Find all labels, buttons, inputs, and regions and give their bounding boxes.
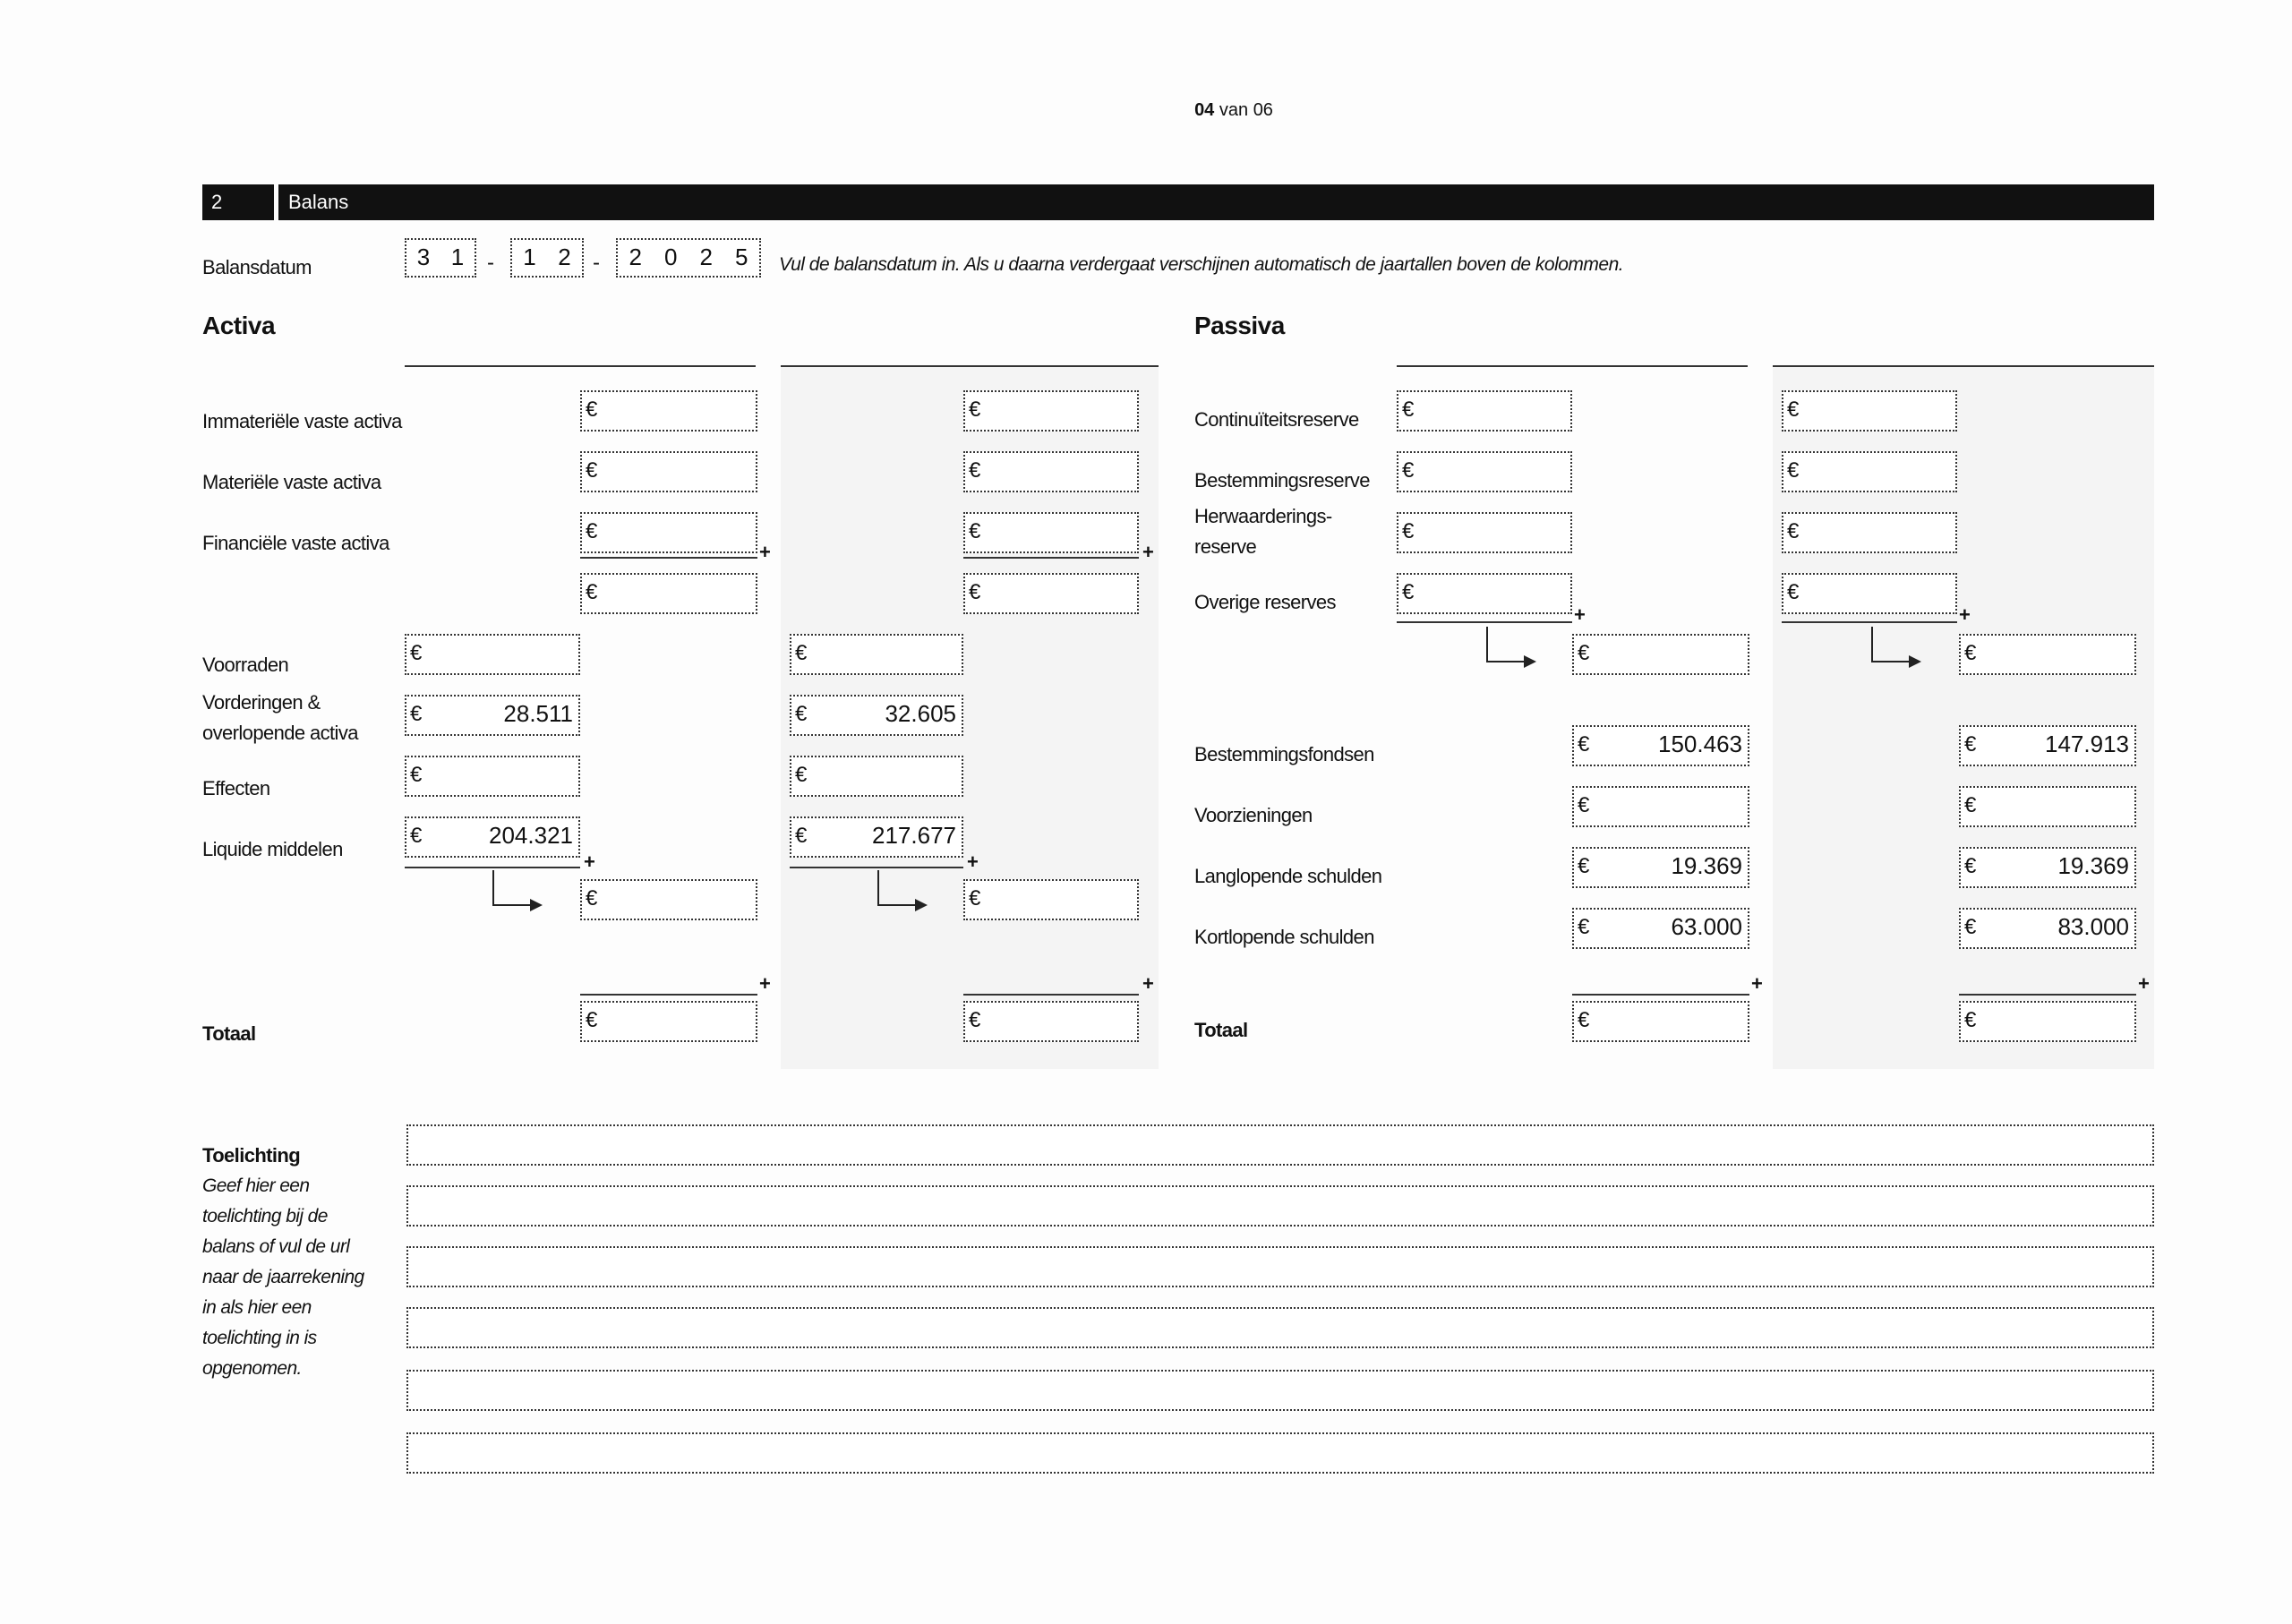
passiva-col1-voorzieningen-input[interactable] <box>1572 786 1749 827</box>
passiva-col2-bestemmingsreserve-input[interactable] <box>1782 451 1957 492</box>
euro-sign: € <box>1578 1008 1590 1032</box>
date-day-input[interactable] <box>405 238 476 278</box>
plus-sign: + <box>1142 541 1154 563</box>
activa-col2-vaste-subtotal <box>963 573 1139 614</box>
euro-sign: € <box>1402 458 1415 483</box>
label-activa-totaal: Totaal <box>202 1022 256 1045</box>
passiva-col2-langlopend-value: 19.369 <box>2057 852 2129 879</box>
euro-sign: € <box>1402 580 1415 604</box>
passiva-col1-reserves-subtotal <box>1572 634 1749 675</box>
activa-col2-financieel-input[interactable] <box>963 512 1139 553</box>
label-bestemmingsfondsen: Bestemmingsfondsen <box>1194 743 1374 765</box>
passiva-col2-kortlopend-input[interactable] <box>1959 908 2136 949</box>
passiva-col1-herwaardering-input[interactable] <box>1397 512 1572 553</box>
label-overige: Overige reserves <box>1194 591 1336 613</box>
activa-col1-total-line <box>580 994 757 996</box>
toelichting-input-line-3[interactable] <box>406 1246 2154 1287</box>
toelichting-line: naar de jaarrekening <box>202 1267 364 1287</box>
toelichting-input-line-4[interactable] <box>406 1307 2154 1348</box>
toelichting-input-line-6[interactable] <box>406 1432 2154 1474</box>
label-herwaardering-1: Herwaarderings- <box>1194 505 1332 527</box>
label-voorzieningen: Voorzieningen <box>1194 804 1313 826</box>
passiva-col1-bestemmingsfondsen-value: 150.463 <box>1658 731 1742 757</box>
activa-col2-vaste-sum-line <box>963 557 1139 559</box>
arrow-right-icon <box>877 870 915 906</box>
activa-col1-immaterieel-input[interactable] <box>580 390 757 432</box>
activa-col1-vlottend-sum-line <box>405 867 580 868</box>
euro-sign: € <box>1578 793 1590 817</box>
passiva-col1-totaal <box>1572 1001 1749 1042</box>
plus-sign: + <box>584 850 595 873</box>
plus-sign: + <box>2138 972 2150 995</box>
date-month-digit-1: 1 <box>523 244 536 270</box>
toelichting-input-line-1[interactable] <box>406 1124 2154 1166</box>
label-financieel: Financiële vaste activa <box>202 532 389 554</box>
plus-sign: + <box>1751 972 1763 995</box>
euro-sign: € <box>1402 397 1415 422</box>
activa-col1-financieel-input[interactable] <box>580 512 757 553</box>
euro-sign: € <box>410 641 423 665</box>
date-separator: - <box>487 251 494 275</box>
euro-sign: € <box>586 397 598 422</box>
passiva-col2-langlopend-input[interactable] <box>1959 847 2136 888</box>
activa-col1-totaal <box>580 1001 757 1042</box>
euro-sign: € <box>969 886 981 910</box>
passiva-col1-continuiteit-input[interactable] <box>1397 390 1572 432</box>
activa-col2-vorderingen-value: 32.605 <box>885 700 956 727</box>
activa-col2-materieel-input[interactable] <box>963 451 1139 492</box>
label-liquide: Liquide middelen <box>202 838 343 860</box>
plus-sign: + <box>1959 603 1971 626</box>
plus-sign: + <box>1574 603 1586 626</box>
euro-sign: € <box>1787 397 1800 422</box>
date-year-digit-4: 5 <box>735 244 748 270</box>
passiva-col1-bestemmingsreserve-input[interactable] <box>1397 451 1572 492</box>
date-year-digit-1: 2 <box>629 244 642 270</box>
label-materieel: Materiële vaste activa <box>202 471 381 493</box>
activa-col1-voorraden-input[interactable] <box>405 634 580 675</box>
activa-col2-liquide-value: 217.677 <box>872 822 956 849</box>
passiva-col2-totaal <box>1959 1001 2136 1042</box>
toelichting-line: Geef hier een <box>202 1175 310 1196</box>
date-separator: - <box>593 251 600 275</box>
activa-col1-vorderingen-value: 28.511 <box>503 700 573 727</box>
passiva-col2-reserves-sum-line <box>1782 621 1957 623</box>
label-langlopend: Langlopende schulden <box>1194 865 1382 887</box>
activa-col2-vorderingen-input[interactable] <box>790 695 963 736</box>
label-continuiteit: Continuïteitsreserve <box>1194 408 1359 431</box>
euro-sign: € <box>795 641 808 665</box>
label-effecten: Effecten <box>202 777 270 799</box>
activa-heading: Activa <box>202 312 276 339</box>
activa-col2-totaal <box>963 1001 1139 1042</box>
euro-sign: € <box>1787 458 1800 483</box>
euro-sign: € <box>1787 580 1800 604</box>
plus-sign: + <box>1142 972 1154 995</box>
label-immaterieel: Immateriële vaste activa <box>202 410 402 432</box>
activa-col1-effecten-input[interactable] <box>405 756 580 797</box>
date-month-digit-2: 2 <box>558 244 571 270</box>
header-separator <box>274 184 278 220</box>
arrow-right-icon <box>492 870 530 906</box>
date-year-input[interactable] <box>616 238 761 278</box>
section-title: Balans <box>288 191 349 213</box>
passiva-col1-reserves-sum-line <box>1397 621 1572 623</box>
euro-sign: € <box>969 397 981 422</box>
passiva-col2-herwaardering-input[interactable] <box>1782 512 1957 553</box>
balansdatum-label: Balansdatum <box>202 256 312 278</box>
euro-sign: € <box>1578 854 1590 878</box>
euro-sign: € <box>1964 915 1977 939</box>
euro-sign: € <box>586 580 598 604</box>
euro-sign: € <box>795 702 808 726</box>
label-kortlopend: Kortlopende schulden <box>1194 926 1374 948</box>
euro-sign: € <box>1964 793 1977 817</box>
activa-col2-liquide-input[interactable] <box>790 816 963 858</box>
passiva-col1-bestemmingsfondsen-input[interactable] <box>1572 725 1749 766</box>
passiva-col1-year-line <box>1397 365 1748 367</box>
label-herwaardering-2: reserve <box>1194 535 1257 558</box>
activa-col1-materieel-input[interactable] <box>580 451 757 492</box>
euro-sign: € <box>586 519 598 543</box>
section-number: 2 <box>211 191 223 213</box>
label-vorderingen-1: Vorderingen & <box>202 691 321 714</box>
passiva-col1-kortlopend-value: 63.000 <box>1671 913 1742 940</box>
page-word: van <box>1219 100 1249 120</box>
euro-sign: € <box>1964 1008 1977 1032</box>
passiva-col2-year-line <box>1773 365 2154 367</box>
activa-col1-vaste-subtotal <box>580 573 757 614</box>
activa-col1-liquide-value: 204.321 <box>489 822 573 849</box>
activa-col1-liquide-input[interactable] <box>405 816 580 858</box>
euro-sign: € <box>1964 854 1977 878</box>
date-year-digit-2: 0 <box>664 244 678 270</box>
arrow-right-icon <box>1486 627 1524 662</box>
toelichting-line: toelichting bij de <box>202 1206 328 1227</box>
activa-col2-vlottend-sum-line <box>790 867 963 868</box>
passiva-col2-reserves-subtotal <box>1959 634 2136 675</box>
date-day-digit-2: 1 <box>450 244 465 270</box>
euro-sign: € <box>969 519 981 543</box>
euro-sign: € <box>410 702 423 726</box>
passiva-col1-overige-input[interactable] <box>1397 573 1572 614</box>
label-vorderingen-2: overlopende activa <box>202 722 358 744</box>
toelichting-title: Toelichting <box>202 1144 301 1167</box>
toelichting-input-line-2[interactable] <box>406 1185 2154 1227</box>
euro-sign: € <box>586 458 598 483</box>
toelichting-line: toelichting in is <box>202 1328 317 1348</box>
passiva-col2-total-line <box>1959 994 2136 996</box>
page-number <box>0 100 2292 121</box>
activa-col2-vlottend-subtotal <box>963 879 1139 920</box>
activa-col1-year-line <box>405 365 756 367</box>
euro-sign: € <box>1964 641 1977 665</box>
toelichting-line: balans of vul de url <box>202 1236 350 1257</box>
date-hint: Vul de balansdatum in. Als u daarna verdergaat verschijnen automatisch de jaartallen boven de kolommen. <box>779 254 1624 275</box>
passiva-col2-voorzieningen-input[interactable] <box>1959 786 2136 827</box>
passiva-col2-continuiteit-input[interactable] <box>1782 390 1957 432</box>
passiva-col1-langlopend-input[interactable] <box>1572 847 1749 888</box>
euro-sign: € <box>795 824 808 848</box>
activa-col2-total-line <box>963 994 1139 996</box>
page-current: 04 <box>1194 100 1215 120</box>
euro-sign: € <box>1578 732 1590 756</box>
activa-col2-voorraden-input[interactable] <box>790 634 963 675</box>
date-day-digit-1: 3 <box>416 244 431 270</box>
plus-sign: + <box>759 541 771 563</box>
euro-sign: € <box>1578 641 1590 665</box>
arrow-right-icon <box>1871 627 1909 662</box>
euro-sign: € <box>969 1008 981 1032</box>
toelichting-line: in als hier een <box>202 1297 312 1318</box>
euro-sign: € <box>795 763 808 787</box>
euro-sign: € <box>410 763 423 787</box>
date-month-input[interactable] <box>510 238 584 278</box>
label-passiva-totaal: Totaal <box>1194 1019 1248 1041</box>
activa-col1-vaste-sum-line <box>580 557 757 559</box>
euro-sign: € <box>586 886 598 910</box>
plus-sign: + <box>967 850 979 873</box>
euro-sign: € <box>1787 519 1800 543</box>
plus-sign: + <box>759 972 771 995</box>
passiva-col2-kortlopend-value: 83.000 <box>2057 913 2129 940</box>
passiva-col1-kortlopend-input[interactable] <box>1572 908 1749 949</box>
euro-sign: € <box>969 458 981 483</box>
toelichting-line: opgenomen. <box>202 1358 302 1379</box>
euro-sign: € <box>586 1008 598 1032</box>
euro-sign: € <box>410 824 423 848</box>
label-voorraden: Voorraden <box>202 654 289 676</box>
passiva-heading: Passiva <box>1194 312 1285 339</box>
activa-col2-effecten-input[interactable] <box>790 756 963 797</box>
label-bestemmingsreserve: Bestemmingsreserve <box>1194 469 1370 491</box>
euro-sign: € <box>1964 732 1977 756</box>
activa-col2-immaterieel-input[interactable] <box>963 390 1139 432</box>
passiva-col1-total-line <box>1572 994 1749 996</box>
euro-sign: € <box>1578 915 1590 939</box>
section-header <box>202 184 2154 220</box>
euro-sign: € <box>969 580 981 604</box>
euro-sign: € <box>1402 519 1415 543</box>
passiva-col2-bestemmingsfondsen-input[interactable] <box>1959 725 2136 766</box>
passiva-col1-langlopend-value: 19.369 <box>1671 852 1742 879</box>
toelichting-input-line-5[interactable] <box>406 1370 2154 1411</box>
activa-col1-vorderingen-input[interactable] <box>405 695 580 736</box>
activa-col2-year-line <box>781 365 1159 367</box>
passiva-col2-overige-input[interactable] <box>1782 573 1957 614</box>
passiva-col2-bestemmingsfondsen-value: 147.913 <box>2045 731 2129 757</box>
date-year-digit-3: 2 <box>699 244 713 270</box>
toelichting-description <box>202 1171 364 1384</box>
activa-col1-vlottend-subtotal <box>580 879 757 920</box>
page-total: 06 <box>1253 100 1273 120</box>
